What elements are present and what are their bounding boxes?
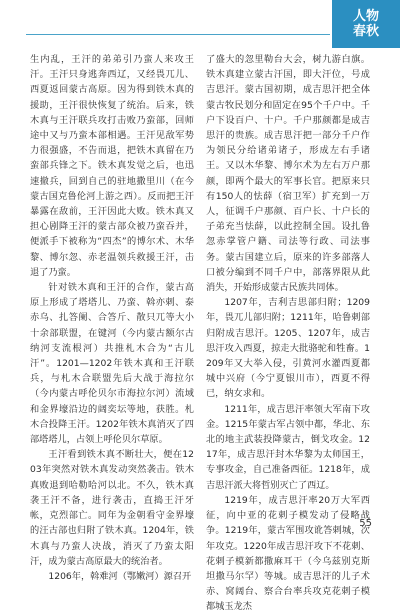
section-badge-line1: 人物	[352, 9, 379, 24]
header-rule	[26, 34, 330, 35]
page-number: 55	[359, 518, 372, 529]
paragraph: 针对铁木真和王汗的合作，蒙古高原上形成了塔塔儿、乃蛮、斡亦剌、泰赤乌、扎答阑、合答斤、散只兀等大小十余部联盟，在键河（今内蒙古额尔古纳河支流根河）共推札木合为“古儿汗”。1201—1202年铁木真和王汗联兵，与札木合联盟先后大战于海拉尔（今内蒙古呼伦贝尔市海拉尔河）流域和金界壕沿边的阔奕坛等地，获胜。札木合投降王汗。1202年铁木真消灭了四部塔塔儿，占领上呼伦贝尔草原。	[30, 282, 194, 446]
paragraph: 1207年，吉利吉思部归附；1209年，畏兀儿部归附；1211年，哈鲁剌部归附成吉思汗。1205、1207年，成吉思汗攻入西夏，掠走大批骆驼和牲畜。1209年又大举入侵，引黄河水灌西夏都城中兴府（今宁夏银川市），西夏不得已，纳女求和。	[206, 297, 370, 400]
paragraph: 1206年，斡难河（鄂嫩河）源召开	[48, 570, 192, 582]
paragraph: 王汗看到铁木真不断壮大，便在1203年突然对铁木真发动突然袭击。铁木真败退到哈勒哈河以北。不久，铁木真袭王汗不备，进行袭击，直捣王汗牙帐，克烈部亡。同年为金朝看守金界壕的汪古部也归附了铁木真。1204年，铁木真与乃蛮人决战，消灭了乃蛮太阳汗，成为蒙古高原最大的统治者。	[30, 449, 194, 567]
paragraph: 了盛大的忽里勒台大会，树九游白旗。铁木真建立蒙古汗国，即大汗位，号成吉思汗。蒙古国初期，成吉思汗把全体蒙古牧民划分和固定在95个千户中。千户下设百户、十户。千户那颜都是成吉思汗的贵族。成吉思汗把一部分千户作为领民分给诸弟诸子，形成左右手诸王。又以木华黎、博尔术为左右万户那颜，即两个最大的军事长官。把原来只有150人的怯薛（宿卫军）扩充到一万人，征调千户那颜、百户长、十户长的子弟充当怯薛，以此控制全国。设扎鲁忽赤掌管户籍、司法等行政、司法事务。蒙古国建立后，原来的许多部落人口被分编到不同千户中，部落界限从此消失，开始形成蒙古民族共同体。	[206, 54, 370, 294]
left-column	[30, 52, 194, 582]
section-badge	[332, 0, 400, 48]
paragraph: 1219年，成吉思汗率20万大军西征，向中亚的花剌子模发动了侵略战争。1219年，蒙古军围攻讹答剌城，次年攻克。1220年成吉思汗攻下不花剌、花剌子模新都撒麻耳干（今乌兹别克斯坦撒马尔罕）等城。成吉思汗的儿子术赤、窝阔台、察合台率兵攻克花剌子模都城玉龙杰	[206, 494, 370, 613]
section-badge-line2: 春秋	[352, 24, 379, 39]
paragraph: 生内乱，王汗的弟弟引乃蛮人来攻王汗。王汗只身逃奔西辽，又经畏兀儿、西夏返回蒙古高原。因为得到铁木真的援助，王汗很快恢复了统治。后来，铁木真与王汗联兵攻打击败乃蛮部，回师途中又与乃蛮本部相遇。王汗见敌军势力很强盛，不告而退，把铁木真留在乃蛮部兵锋之下。铁木真发觉之后，也迅速撤兵，回到自己的驻地撒里川（在今蒙古国克鲁伦河上游之西）。反而把王汗暴露在敌前，王汗因此大败。铁木真又担心剧降王汗的蒙古部众被乃蛮吞并，便派手下被称为“四杰”的博尔术、木华黎、博尔忽、赤老温领兵救援王汗，击退了乃蛮。	[30, 54, 194, 278]
paragraph: 1211年，成吉思汗率领大军南下攻金。1215年蒙古军占领中都，华北、东北的地主武装投降蒙古，倒戈攻金。1217年，成吉思汗封木华黎为太师国王，专事攻金，自己准备西征。1218年，成吉思汗派大将哲别灭亡了西辽。	[206, 403, 370, 491]
